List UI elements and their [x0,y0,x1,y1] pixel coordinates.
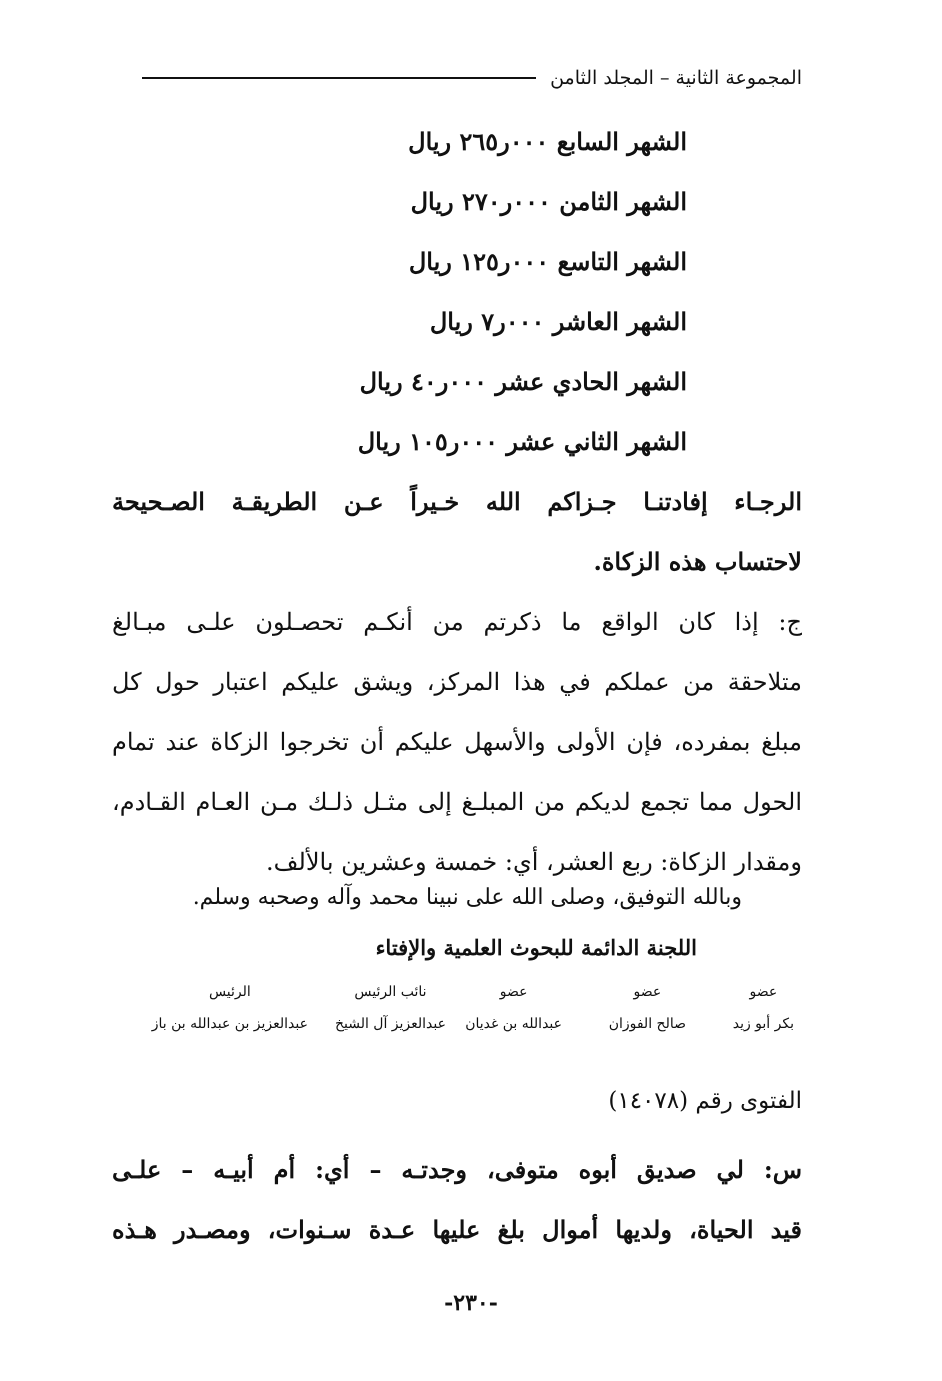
question-month-list [167,112,687,472]
month-line-7: الشهر السابع ٠٠٠ر٢٦٥ ريال [408,127,687,156]
next-question-paragraph [112,1140,802,1260]
next-question-line-2: قيد الحياة، ولديها أموال بلغ عليها عـدة سـنوات، ومصـدر هـذه [112,1215,802,1244]
signatory-name: صالح الفوزان [608,1016,686,1032]
signatories-block [134,978,794,1048]
answer-paragraph [112,592,802,892]
signatory-name: عبدالعزيز بن عبدالله بن باز [151,1016,308,1032]
signatory-role: عضو [499,984,528,1000]
signatory-2 [609,978,686,1042]
month-line-8: الشهر الثامن ٠٠٠ر٢٧٠ ريال [410,187,687,216]
signatory-1 [733,978,794,1042]
answer-line-2: متلاحقة من عملكم في هذا المركز، ويشق عليكم اعتبار حول كل [112,668,802,696]
header-rule [142,77,536,79]
signatory-role: الرئيس [208,984,251,1000]
signatory-role: عضو [749,984,778,1000]
committee-title: اللجنة الدائمة للبحوث العلمية والإفتاء [375,935,697,960]
request-paragraph [112,472,802,592]
answer-line-1: ج: إذا كان الواقع ما ذكرتم من أنكـم تحصـلون علـى مبـالغ [112,608,802,636]
fatwa-number: الفتوى رقم (١٤٠٧٨) [608,1088,802,1114]
month-line-11: الشهر الحادي عشر ٠٠٠ر٤٠ ريال [359,367,687,396]
page-number: -٢٣٠- [444,1290,498,1316]
signatory-name: عبدالعزيز آل الشيخ [334,1016,446,1032]
answer-line-3: مبلغ بمفرده، فإن الأولى والأسهل عليكم أن تخرجوا الزكاة عند تمام [112,728,802,756]
next-question-line-1: س: لي صديق أبوه متوفى، وجدتـه – أي: أم أبيـه – علـى [112,1155,802,1184]
signatory-name: بكر أبو زيد [732,1016,794,1032]
header-title: المجموعة الثانية – المجلد الثامن [550,67,802,89]
request-line-2: لاحتساب هذه الزكاة. [593,547,802,576]
signatory-4 [335,978,446,1042]
answer-line-4: الحول مما تجمع لديكم من المبلـغ إلى مثـل ذلـك مـن العـام القـادم، [112,788,802,816]
running-header [142,58,802,98]
closing-line: وبالله التوفيق، وصلى الله على نبينا محمد وآله وصحبه وسلم. [192,885,742,910]
signatory-5 [152,978,308,1042]
month-line-12: الشهر الثاني عشر ٠٠٠ر١٠٥ ريال [357,427,687,456]
answer-line-5: ومقدار الزكاة: ربع العشر، أي: خمسة وعشرين بالألف. [266,848,802,876]
signatory-3 [465,978,562,1042]
signatory-role: نائب الرئيس [354,984,427,1000]
signatory-role: عضو [633,984,662,1000]
month-line-10: الشهر العاشر ٠٠٠ر٧ ريال [429,307,687,336]
signatory-name: عبدالله بن غديان [465,1016,562,1032]
request-line-1: الرجـاء إفادتنـا جـزاكم الله خـيراً عـن الطريقـة الصـحيحة [112,487,802,516]
month-line-9: الشهر التاسع ٠٠٠ر١٢٥ ريال [408,247,687,276]
